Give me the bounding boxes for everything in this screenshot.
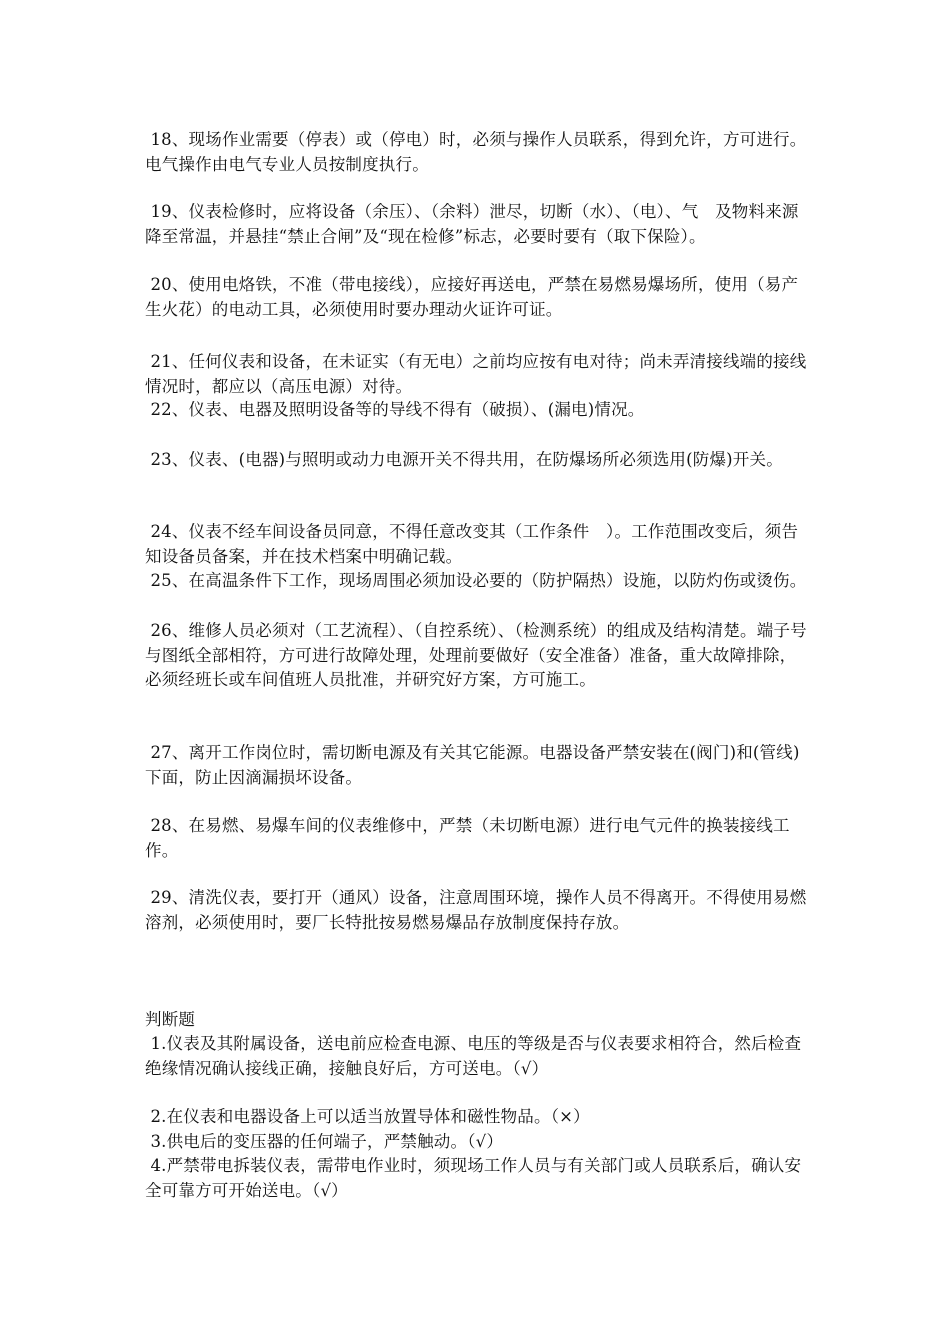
item-28: 28、在易燃、易爆车间的仪表维修中，严禁（未切断电源）进行电气元件的换装接线工作。 — [145, 816, 790, 860]
item-22: 22、仪表、电器及照明设备等的导线不得有（破损）、(漏电)情况。 — [145, 400, 645, 419]
item-24: 24、仪表不经车间设备员同意，不得任意改变其（工作条件 ）。工作范围改变后，须告知设备员备案，并在技术档案中明确记载。 — [145, 522, 799, 566]
item-27: 27、离开工作岗位时，需切断电源及有关其它能源。电器设备严禁安装在(阀门)和(管线)下面，防止因滴漏损坏设备。 — [145, 743, 800, 787]
item-19: 19、仪表检修时，应将设备（余压）、（余料）泄尽，切断（水）、（电）、气 及物料来源降至常温，并悬挂“禁止合闸”及“现在检修”标志，必要时要有（取下保险）。 — [145, 202, 799, 246]
judgement-item-3: 3.供电后的变压器的任何端子，严禁触动。（√） — [145, 1132, 504, 1151]
item-29: 29、清洗仪表，要打开（通风）设备，注意周围环境，操作人员不得离开。不得使用易燃溶剂，必须使用时，要厂长特批按易燃易爆品存放制度保持存放。 — [145, 888, 807, 932]
judgement-item-2: 2.在仪表和电器设备上可以适当放置导体和磁性物品。（×） — [145, 1107, 590, 1126]
item-26: 26、维修人员必须对（工艺流程）、（自控系统）、（检测系统）的组成及结构清楚。端子号与图纸全部相符，方可进行故障处理，处理前要做好（安全准备）准备，重大故障排除，必须经班长或车间值班人员批准，并研究好方案，方可施工。 — [145, 621, 807, 689]
item-20: 20、使用电烙铁，不准（带电接线），应接好再送电，严禁在易燃易爆场所，使用（易产生火花）的电动工具，必须使用时要办理动火证许可证。 — [145, 275, 799, 319]
judgement-item-4: 4.严禁带电拆装仪表，需带电作业时，须现场工作人员与有关部门或人员联系后，确认安全可靠方可开始送电。（√） — [145, 1156, 802, 1200]
item-18: 18、现场作业需要（停表）或（停电）时，必须与操作人员联系，得到允许，方可进行。电气操作由电气专业人员按制度执行。 — [145, 130, 807, 174]
item-21: 21、任何仪表和设备，在未证实（有无电）之前均应按有电对待；尚未弄清接线端的接线情况时，都应以（高压电源）对待。 — [145, 352, 807, 396]
section-heading-judgement: 判断题 — [145, 1010, 196, 1029]
item-23: 23、仪表、(电器)与照明或动力电源开关不得共用，在防爆场所必须选用(防爆)开关。 — [145, 450, 783, 469]
judgement-item-1: 1.仪表及其附属设备，送电前应检查电源、电压的等级是否与仪表要求相符合，然后检查绝缘情况确认接线正确，接触良好后，方可送电。（√） — [145, 1034, 802, 1078]
item-25: 25、在高温条件下工作，现场周围必须加设必要的（防护隔热）设施，以防灼伤或烫伤。 — [145, 571, 807, 590]
